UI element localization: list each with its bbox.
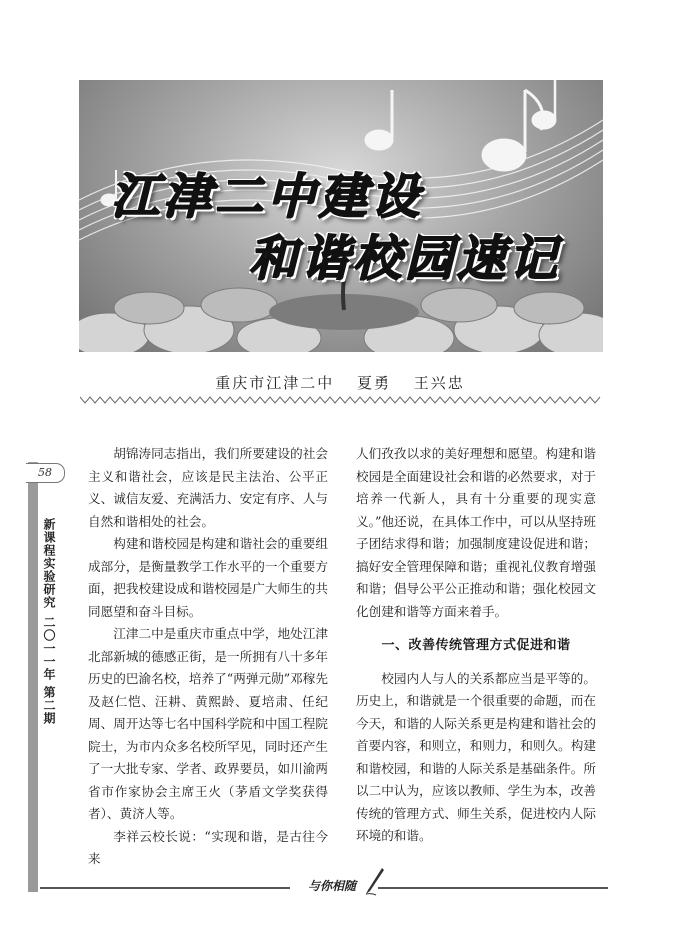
paragraph-continuation: 人们孜孜以求的美好理想和愿望。构建和谐校园是全面建设社会和谐的必然要求，对于培养一代新人，具有十分重要的现实意义。”他还说，在具体工作中，可以从坚持班子团结求得和谐；加强制度建设促进和谐；搞好安全管理保障和谐；重视礼仪教育增强和谐；倡导公平公正推动和谐；强化校园文化创建和谐等方面来着手。: [356, 446, 596, 619]
byline-author-1: 夏勇: [356, 374, 391, 392]
paragraph: 李祥云校长说：“实现和谐，是古往今来: [88, 828, 328, 866]
paragraph: 校园内人与人的关系都应当是平等的。历史上，和谐就是一个很重要的命题，而在今天，和谐的人际关系更是构建和谐社会的首要内容，和则立，和则力，和则久。构建和谐校园，和谐的人际关系是基础条件。所以二中认为，应该以教师、学生为本，改善传统的管理方式、师生关系，促进校内人际环境的和谐。: [356, 670, 596, 843]
pen-icon: [362, 866, 386, 896]
journal-issue: 二〇一一年 第二期: [42, 616, 56, 726]
journal-name: 新课程实验研究: [42, 518, 56, 609]
paragraph: 江津二中是重庆市重点中学，地处江津北部新城的德感正街，是一所拥有八十多年历史的巴渝名校，培养了“两弹元勋”邓稼先及赵仁恺、汪耕、黄熙龄、夏培肃、任纪周、周开达等七名中国科学院和中国工程院院士，为市内众多名校所罕见，同时还产生了一大批专家、学者、政界要员，如川渝两省市作家协会主席王火（茅盾文学奖获得者）、黄济人等。: [88, 626, 328, 821]
paragraph: 胡锦涛同志指出，我们所要建设的社会主义和谐社会，应该是民主法治、公平正义、诚信友爱、充满活力、安定有序、人与自然和谐相处的社会。: [88, 446, 328, 529]
zigzag-divider: [80, 396, 604, 404]
footer-label: 与你相随: [307, 879, 356, 893]
header-banner: [79, 80, 603, 352]
banner-title-line2: 和谐校园速记: [249, 231, 562, 287]
byline-school: 重庆市江津二中: [215, 374, 335, 392]
byline-author-2: 王兴忠: [413, 374, 465, 392]
section-heading: 一、改善传统管理方式促进和谐: [381, 638, 571, 653]
banner-title-line1: 江津二中建设: [111, 169, 424, 225]
footer-rule-left: [40, 887, 290, 889]
article-column-left: [88, 443, 328, 871]
margin-bar: [28, 462, 38, 892]
page-number: 58: [26, 463, 65, 483]
paragraph: 构建和谐校园是构建和谐社会的重要组成部分，是衡量教学工作水平的一个重要方面，把我校建设成和谐校园是广大师生的共同愿望和奋斗目标。: [88, 536, 328, 619]
byline: [0, 372, 680, 393]
footer-rule-right: [378, 887, 608, 889]
article-column-right: [356, 443, 596, 848]
